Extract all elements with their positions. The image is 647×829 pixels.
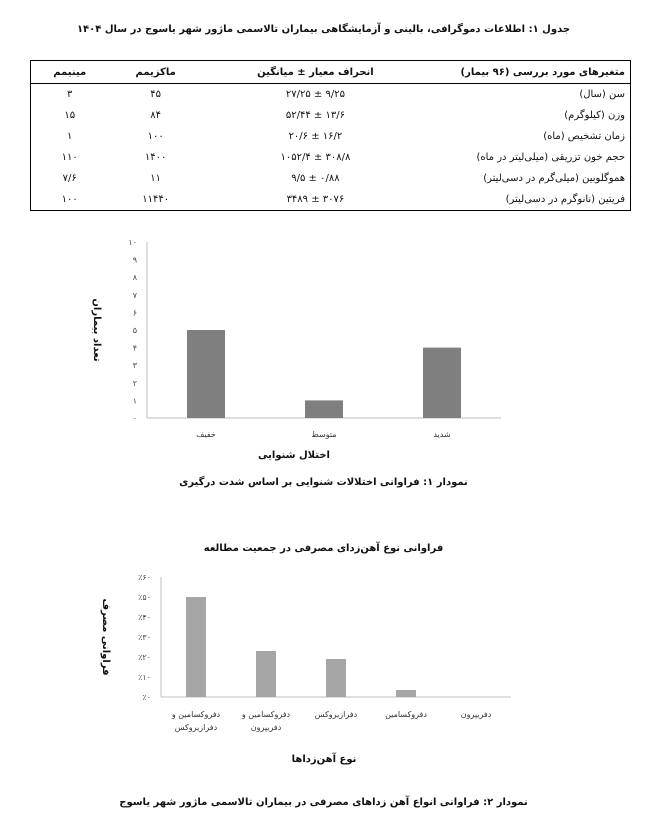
table-row [30,84,631,106]
row-min: ۱۵ [64,110,76,121]
y-tick-label: ۸ [132,273,137,283]
hearing-loss-chart [0,228,647,498]
category-label: خفیف [196,430,216,439]
row-mean-sd: ۱۶/۲ ± ۲۰/۶ [288,131,343,142]
row-max: ۴۵ [150,89,162,100]
category-label: دفریپرون [250,723,282,732]
row-min: ۱۱۰ [61,152,78,163]
category-label: دفروکسامین [385,710,427,719]
bar [256,651,276,697]
row-min: ۳ [67,89,73,100]
row-variable: زمان تشخیص (ماه) [543,131,625,142]
row-mean-sd: ۳۰۸/۸ ± ۱۰۵۲/۴ [280,152,351,163]
y-tick-label: ٪۴۰ [138,613,151,622]
y-tick-label: ۱ [132,396,137,406]
table-row [30,189,631,211]
y-axis-title: فراوانی مصرف [100,598,111,676]
row-min: ۱ [67,131,73,142]
row-variable: سن (سال) [579,89,625,100]
row-max: ۱۱ [150,173,162,184]
row-mean-sd: ۰/۸۸ ± ۹/۵ [291,173,340,184]
header-variables: متغیرهای مورد بررسی (۹۶ بیمار) [429,61,631,84]
y-tick-label: ۲ [132,378,137,388]
row-variable: وزن (کیلوگرم) [564,110,625,121]
category-label: شدید [433,430,451,439]
row-mean-sd: ۹/۲۵ ± ۲۷/۲۵ [285,89,345,100]
category-label: متوسط [311,430,337,439]
y-tick-label: ۰ [132,414,137,423]
row-max: ۱۱۴۴۰ [109,189,201,211]
y-tick-label: ٪۵۰ [138,593,151,602]
header-max: ماکزیمم [109,61,201,84]
demographics-table [30,60,631,211]
row-min: ۱۰۰ [30,189,109,211]
chart2-caption: نمودار ۲: فراوانی انواع آهن زداهای مصرفی در بیماران تالاسمی ماژور شهر یاسوج [119,797,528,808]
category-label: دفریپرون [460,710,492,719]
bar [396,690,416,697]
y-tick-label: ۳ [132,361,137,371]
row-mean-sd: ۱۳/۶ ± ۵۲/۴۴ [285,110,345,121]
table-frame-left [30,60,31,211]
chart1-caption: نمودار ۱: فراوانی اختلالات شنوایی بر اساس شدت درگیری [179,477,468,488]
row-max: ۸۴ [150,110,162,121]
y-tick-label: ٪۲۰ [138,653,151,662]
table-caption: جدول ۱: اطلاعات دموگرافی، بالینی و آزمایشگاهی بیماران تالاسمی ماژور شهر یاسوج در سال ۱۴۰۴ [76,24,571,35]
category-label: دفرازیروکس [174,723,218,732]
y-tick-label: ٪۳۰ [138,633,151,642]
table-row [30,168,631,189]
y-tick-label: ٪۶۰ [138,573,151,582]
y-tick-label: ۴ [132,343,137,353]
y-tick-label: ۵ [132,326,137,335]
category-label: دفرازیروکس [314,710,358,719]
y-tick-label: ۱۰ [128,238,137,247]
table-header-row [30,61,631,84]
chart2-title: فراوانی نوع آهن‌زدای مصرفی در جمعیت مطالعه [203,543,444,554]
bar [326,659,346,697]
header-mean-sd: انحراف معیار ± میانگین [202,61,429,84]
row-variable: فریتین (نانوگرم در دسی‌لیتر) [429,189,631,211]
y-tick-label: ۷ [132,290,137,300]
bar [186,597,206,697]
y-tick-label: ۶ [132,308,137,318]
bar [423,348,461,418]
y-axis-title: تعداد بیماران [91,298,102,362]
x-axis-title: نوع آهن‌زداها [291,754,357,765]
y-tick-label: ۹ [132,255,137,265]
header-min: مینیمم [30,61,109,84]
category-label: دفروکسامین و [171,710,221,719]
bar [305,400,343,418]
y-tick-label: ٪۰ [142,693,151,702]
row-variable: حجم خون تزریقی (میلی‌لیتر در ماه) [476,152,625,163]
y-tick-label: ٪۱۰ [138,673,151,682]
table-frame-right [630,60,631,211]
iron-chelator-chart [0,565,647,765]
table-row [30,147,631,168]
category-label: دفروکسامین و [241,710,291,719]
row-variable: هموگلوبین (میلی‌گرم در دسی‌لیتر) [483,173,625,184]
row-max: ۱۴۰۰ [144,152,167,163]
bar [187,330,225,418]
row-mean-sd: ۳۰۷۶ ± ۳۴۸۹ [202,189,429,211]
table-row [30,126,631,147]
table-row [30,105,631,126]
row-min: ۷/۶ [62,173,77,184]
row-max: ۱۰۰ [147,131,164,142]
x-axis-title: اختلال شنوایی [258,450,330,461]
